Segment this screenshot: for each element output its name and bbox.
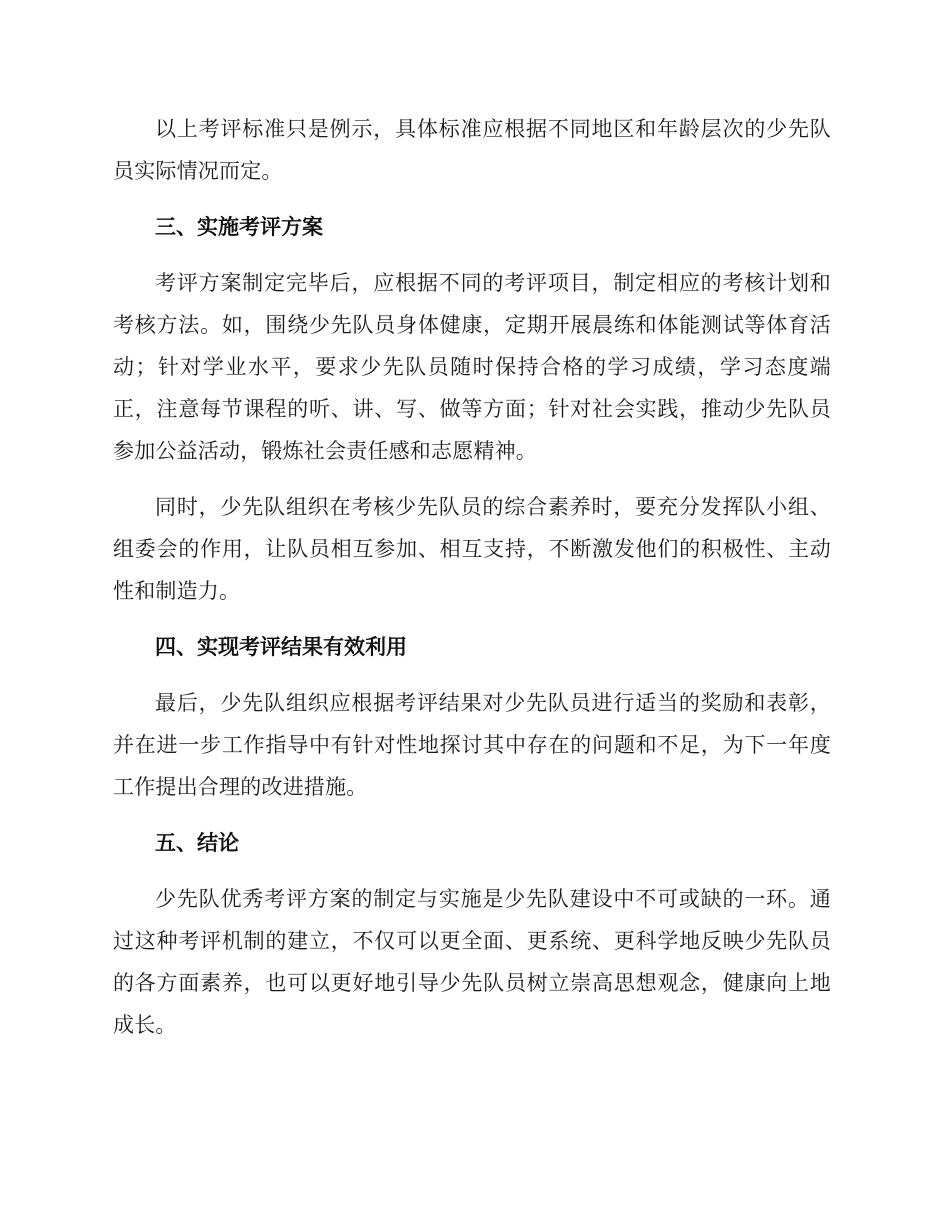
heading-section-4: 四、实现考评结果有效利用 — [155, 635, 407, 659]
paragraph-results-use: 最后，少先队组织应根据考评结果对少先队员进行适当的奖励和表彰，并在进一步工作指导中有针对性地探讨其中存在的问题和不足，为下一年度工作提出合理的改进措施。 — [113, 691, 831, 799]
paragraph-conclusion: 少先队优秀考评方案的制定与实施是少先队建设中不可或缺的一环。通过这种考评机制的建立，不仅可以更全面、更系统、更科学地反映少先队员的各方面素养，也可以更好地引导少先队员树立崇高思想观念，健康向上地成长。 — [113, 887, 831, 1037]
paragraph-implementation: 考评方案制定完毕后，应根据不同的考评项目，制定相应的考核计划和考核方法。如，围绕少先队员身体健康，定期开展晨练和体能测试等体育活动；针对学业水平，要求少先队员随时保持合格的学习成绩，学习态度端正，注意每节课程的听、讲、写、做等方面；针对社会实践，推动少先队员参加公益活动，锻炼社会责任感和志愿精神。 — [113, 271, 831, 463]
document-body — [113, 108, 831, 1046]
paragraph-team-roles: 同时，少先队组织在考核少先队员的综合素养时，要充分发挥队小组、组委会的作用，让队员相互参加、相互支持，不断激发他们的积极性、主动性和制造力。 — [113, 495, 831, 603]
heading-section-5: 五、结论 — [155, 831, 239, 855]
heading-section-3: 三、实施考评方案 — [155, 215, 323, 239]
paragraph-criteria-note: 以上考评标准只是例示，具体标准应根据不同地区和年龄层次的少先队员实际情况而定。 — [113, 117, 831, 183]
